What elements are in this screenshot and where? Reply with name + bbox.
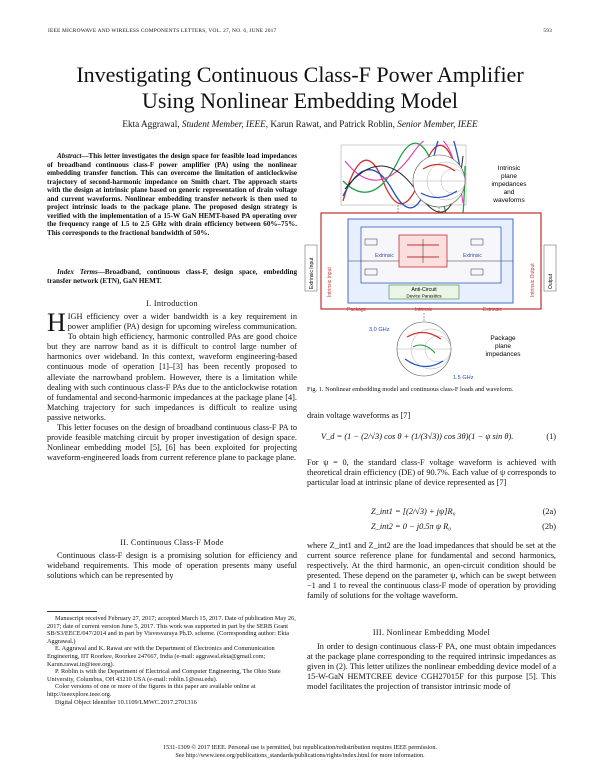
section-3-heading: III. Nonlinear Embedding Model <box>372 628 491 637</box>
anti-circuit-sub: Device Parasitics <box>406 293 442 299</box>
section-1-body <box>47 308 297 463</box>
section-3-body <box>307 642 556 692</box>
paper-title <box>40 62 560 114</box>
freq-label-high: 3.0 GHz <box>369 327 390 333</box>
equation-1-text: V_d = (1 − (2/√3) cos θ + (1/(3√3)) cos 3θ)(1 − ψ sin θ). <box>321 432 514 441</box>
embedding-circuit <box>321 213 541 313</box>
equation-2a-text: Z_int1 = [(2/√3) + jψ]R₀ <box>371 507 456 516</box>
footnote-color: Color versions of one or more of the figures in this paper are available online at http://ieeexplore.ieee.org. <box>47 683 256 698</box>
anti-circuit-label: Anti-Circuit <box>411 287 437 293</box>
package-label: Package <box>347 307 367 313</box>
equation-2a <box>307 507 556 519</box>
label-intrinsic-3: and <box>503 189 515 196</box>
left-box-label-2: Intrinsic Input <box>327 267 333 297</box>
author-1: Ekta Aggrawal, <box>122 119 180 129</box>
title-line-2: Using Nonlinear Embedding Model <box>142 88 458 113</box>
label-intrinsic-1: plane <box>501 173 517 180</box>
smith-chart-package <box>397 322 451 376</box>
equation-1-number: (1) <box>546 432 556 441</box>
index-terms <box>47 268 297 285</box>
section-2-body <box>47 551 297 581</box>
abstract <box>47 152 297 237</box>
intro-paragraph-1: IGH efficiency over a wider bandwidth is a key requirement in power amplifier (PA) design for upcoming wireless communication. To obtain high efficiency, harmonic controlled PAs are good choice but they are narrow band as it is difficult to control large number of harmonics over wideband. In this context, waveform engineering-based continuous mode of operation [1]–[3] has been recently proposed to alleviate the narrowband problem. However, there is a limitation while dealing with such continuous class-F PAs due to the anticlockwise rotation of fundamental and second-harmonic impedances at the package plane [4]. Matching trajectory for such impedances is difficult to realize using passive networks. <box>47 312 297 422</box>
page-number: 593 <box>543 28 552 34</box>
section-1-heading: I. Introduction <box>146 299 198 308</box>
right-box-label-2: Intrinsic Output <box>530 263 536 297</box>
index-terms-label: Index Terms <box>57 268 98 276</box>
running-header <box>48 28 552 34</box>
section-2-heading: II. Continuous Class-F Mode <box>120 538 224 547</box>
equation-1 <box>307 432 556 446</box>
footnote-affil-1: E. Aggrawal and K. Rawat are with the Department of Electronics and Communication Engineering, IIT Roorkee, Roorkee 247667, India (e-mail: aggrawal.ekta@gmail.com; Karun.rawat.in@ieee.org). <box>47 645 275 668</box>
label-intrinsic-2: impedances <box>491 181 527 188</box>
author-1-role: Student Member, IEEE <box>181 119 266 129</box>
intrinsic-plane-label: Intrinsic <box>415 307 433 313</box>
author-3-role: Senior Member, IEEE <box>397 119 478 129</box>
extrinsic-label-right: Extrinsic <box>463 253 482 259</box>
equation-2b-number: (2b) <box>542 522 556 531</box>
extrinsic-label-left: Extrinsic <box>375 253 394 259</box>
load-impedance-paragraph: where Z_int1 and Z_int2 are the load impedances that should be set at the current source reference plane for fundamental and second harmonics, respectively. At the third harmonic, an open-circuit condition should be presented. These depend on the parameter ψ, which can be swept between −1 and 1 to reveal the continuous class-F mode of operation by providing family of solutions for the voltage waveform. <box>307 541 556 601</box>
drop-cap: H <box>47 308 66 337</box>
copyright-footer <box>40 744 560 760</box>
intro-paragraph-2: This letter focuses on the design of broadband continuous class-F PA to provide feasible matching circuit by proper investigation of design space. Nonlinear embedding model [5], [6] has been exploited for projecting waveform-engineered loads from current reference plane to package plane. <box>47 423 297 463</box>
label-intrinsic-0: Intrinsic <box>497 165 521 172</box>
footnotes <box>47 615 297 706</box>
author-2-3: , Karun Rawat, and Patrick Roblin, <box>265 119 395 129</box>
footnote-doi: Digital Object Identifier 10.1109/LMWC.2017.2701316 <box>55 698 197 706</box>
label-intrinsic-4: waveforms <box>493 197 525 204</box>
index-terms-text: —Broadband, continuous class-F, design space, embedding transfer network (ETN), GaN HEMT. <box>47 268 297 285</box>
abstract-text: —This letter investigates the design space for feasible load impedances of broadband continuous class-F power amplifier (PA) using the nonlinear embedding transfer function. This can overcome the limitation of anticlockwise trajectory of second-harmonic impedance on Smith chart. The approach starts with the design at intrinsic plane based on generic representation of drain voltage and current waveforms. Nonlinear embedding transfer network is then used to project intrinsic loads to the package plane. The proposed design strategy is verified with the implementation of a 15-W GaN HEMT-based PA operating over the frequency range of 1.5 to 2.5 GHz with drain efficiency between 60%–75%. This corresponds to the fractional bandwidth of 50%. <box>47 152 297 237</box>
author-line <box>40 119 560 129</box>
title-line-1: Investigating Continuous Class-F Power Amplifier <box>76 62 524 87</box>
label-package-1: plane <box>495 343 511 350</box>
footnote-rule <box>47 611 97 612</box>
footnote-affil-2: P. Roblin is with the Department of Electrical and Computer Engineering, The Ohio State University, Columbus, OH 43210 USA (e-mail: roblin.1@osu.edu). <box>47 668 281 683</box>
equation-2b <box>307 522 556 534</box>
freq-label-low: 1.5 GHz <box>453 375 474 381</box>
psi-paragraph: For ψ = 0, the standard class-F voltage waveform is achieved with theoretical drain efficiency (DE) of 90.7%. Each value of ψ corresponds to particular load at intrinsic plane of device represented as [7] <box>307 458 556 488</box>
smith-chart-intrinsic <box>413 155 465 207</box>
journal-name: IEEE MICROWAVE AND WIRELESS COMPONENTS LETTERS, VOL. 27, NO. 6, JUNE 2017 <box>48 28 277 34</box>
section-3-paragraph-1: In order to design continuous class-F PA, one must obtain impedances at the package plane corresponding to the required intrinsic impedances as given in (2). This letter utilizes the nonlinear embedding device model of a 15-W-GaN HEMTCREE device CGH27015F for this purpose [5]. This model facilitates the projection of transistor intrinsic mode of <box>307 642 556 692</box>
label-package-0: Package <box>490 335 516 342</box>
extrinsic-plane-label: Extrinsic <box>483 307 502 313</box>
figure-caption: Fig. 1. Nonlinear embedding model and continuous class-F loads and waveform. <box>307 386 514 393</box>
left-box-label: Extrinsic Input <box>309 257 315 289</box>
label-package-2: impedances <box>485 351 521 358</box>
abstract-label: Abstract <box>57 152 82 160</box>
section-2-paragraph-1: Continuous class-F design is a promising solution for efficiency and wideband requirements. This mode of operation presents many useful solutions which can be represented by <box>47 551 297 581</box>
copyright-line-1: 1531-1309 © 2017 IEEE. Personal use is permitted, but republication/redistribution requires IEEE permission. <box>163 744 437 751</box>
equation-2b-text: Z_int2 = 0 − j0.5π ψ R₀ <box>371 522 452 531</box>
right-box-label: Output <box>548 273 554 289</box>
equation-2a-number: (2a) <box>542 507 556 516</box>
footnote-received: Manuscript received February 27, 2017; accepted March 15, 2017. Date of publication May 26, 2017; date of current version June 5, 2017. This work was supported in part by the SERB Grant SB/S3/EECE/047/2014 and in part by Visvesvaraya Ph.D. scheme. (Corresponding author: Ekta Aggrawal.) <box>47 615 296 645</box>
copyright-line-2: See http://www.ieee.org/publications_standards/publications/rights/index.html for more information. <box>175 752 425 759</box>
waveform-intro: drain voltage waveforms as [7] <box>307 411 411 420</box>
